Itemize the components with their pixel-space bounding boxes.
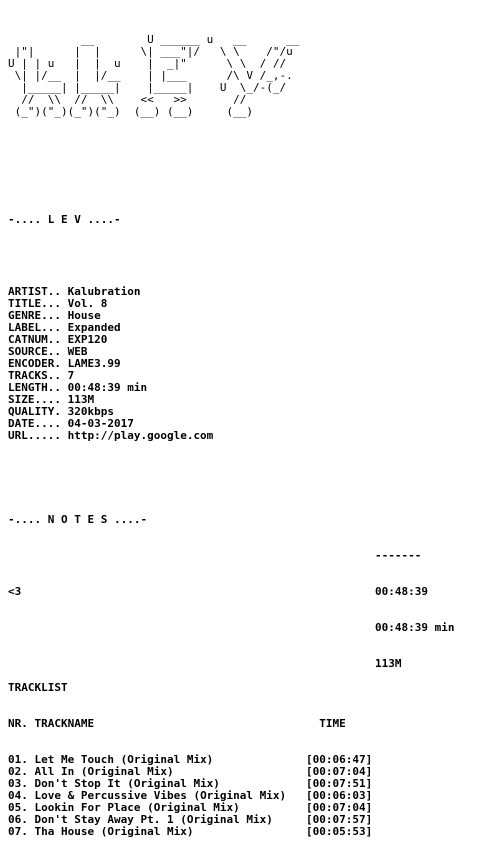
totals-time: 00:48:39: [375, 585, 428, 598]
track-name: All In (Original Mix): [34, 765, 300, 778]
column-header-trackname: NR. TRACKNAME: [8, 717, 320, 730]
info-key: TITLE...: [8, 297, 68, 310]
section-header-notes: -.... N O T E S ....-: [8, 513, 148, 526]
info-value: Kalubration: [67, 285, 141, 298]
ascii-logo-line: U | | u | | u | _|" \ \ / //: [8, 57, 287, 70]
info-row: [8, 430, 372, 442]
track-time: [00:06:03]: [299, 789, 373, 802]
track-name: Love & Percussive Vibes (Original Mix): [34, 789, 300, 802]
info-key: DATE....: [8, 417, 68, 430]
info-value: 00:48:39 min: [67, 381, 148, 394]
track-number: 02.: [8, 765, 35, 778]
info-key: URL.....: [8, 429, 68, 442]
info-value: LAME3.99: [67, 357, 121, 370]
track-time: [00:07:04]: [299, 765, 373, 778]
notes-text: <3: [8, 585, 22, 598]
info-value: 04-03-2017: [67, 417, 134, 430]
release-info: [8, 286, 372, 442]
ascii-logo-line: |"| | | \| ___"|/ \ \ /"/u: [8, 45, 293, 58]
ascii-logo-line: |_____| |_____| |_____| U \_/-(_/: [8, 81, 287, 94]
tracklist-title: TRACKLIST: [8, 681, 68, 694]
totals-length: 00:48:39 min: [375, 621, 455, 634]
info-value: EXP120: [67, 333, 108, 346]
track-time: [00:06:47]: [299, 753, 373, 766]
info-key: SIZE....: [8, 393, 68, 406]
track-row: [8, 826, 372, 838]
info-value: http://play.google.com: [67, 429, 214, 442]
totals-block: [375, 526, 454, 682]
ascii-logo-line: \| |/__ | |/__ | |___ /\ V /_,-.: [8, 69, 293, 82]
info-key: CATNUM..: [8, 333, 68, 346]
track-time: [00:07:51]: [299, 777, 373, 790]
track-number: 03.: [8, 777, 35, 790]
track-number: 04.: [8, 789, 35, 802]
info-key: SOURCE..: [8, 345, 68, 358]
spacer: [8, 250, 372, 262]
track-time: [00:07:04]: [299, 801, 373, 814]
track-number: 06.: [8, 813, 35, 826]
tracklist: [8, 754, 372, 838]
track-name: Don't Stay Away Pt. 1 (Original Mix): [34, 813, 300, 826]
info-key: QUALITY.: [8, 405, 68, 418]
info-value: Vol. 8: [67, 297, 108, 310]
info-value: 113M: [67, 393, 95, 406]
info-value: WEB: [67, 345, 88, 358]
info-key: LABEL...: [8, 321, 68, 334]
info-value: 7: [67, 369, 75, 382]
info-key: LENGTH..: [8, 381, 68, 394]
info-key: ARTIST..: [8, 285, 68, 298]
ascii-logo-line: __ U ______ u __ __: [8, 33, 300, 46]
totals-size: 113M: [375, 657, 402, 670]
nfo-document: [8, 10, 372, 850]
track-name: Lookin For Place (Original Mix): [34, 801, 300, 814]
spacer: [8, 550, 372, 562]
ascii-logo-line: (_")("_)(_")("_) (__) (__) (__): [8, 105, 254, 118]
spacer: [8, 142, 372, 190]
info-value: Expanded: [67, 321, 121, 334]
info-key: ENCODER.: [8, 357, 68, 370]
tracklist-header-row: [8, 718, 372, 730]
totals-separator: -------: [375, 549, 422, 562]
track-name: Let Me Touch (Original Mix): [34, 753, 300, 766]
track-number: 07.: [8, 825, 35, 838]
track-name: Don't Stop It (Original Mix): [34, 777, 300, 790]
info-key: TRACKS..: [8, 369, 68, 382]
track-time: [00:05:53]: [299, 825, 373, 838]
spacer: [8, 466, 372, 490]
track-name: Tha House (Original Mix): [34, 825, 300, 838]
info-value: House: [67, 309, 101, 322]
ascii-logo: [8, 34, 372, 118]
column-header-time: TIME: [319, 717, 346, 730]
info-value: 320kbps: [67, 405, 114, 418]
track-time: [00:07:57]: [299, 813, 373, 826]
ascii-logo-line: // \\ // \\ << >> //: [8, 93, 247, 106]
info-key: GENRE...: [8, 309, 68, 322]
track-number: 01.: [8, 753, 35, 766]
spacer: [8, 622, 372, 658]
section-header-lev: -.... L E V ....-: [8, 213, 121, 226]
track-number: 05.: [8, 801, 35, 814]
